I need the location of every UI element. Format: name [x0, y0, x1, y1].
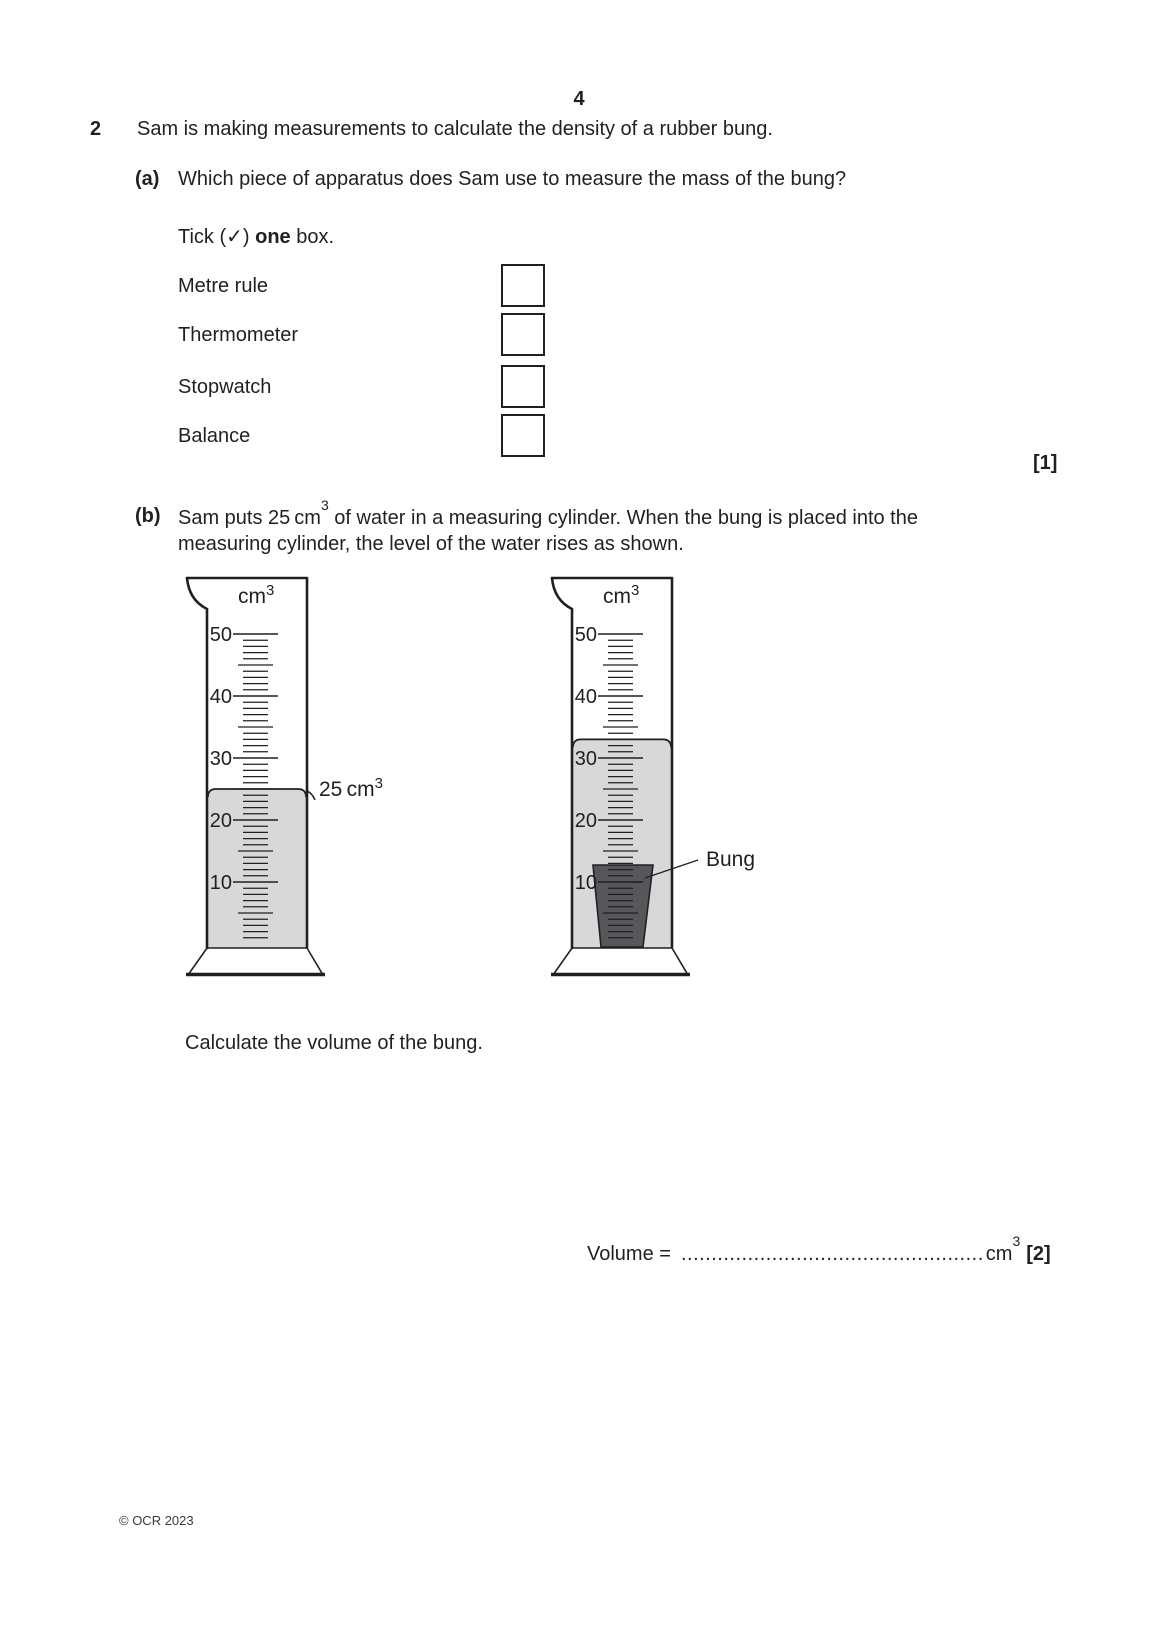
part-a-marks: [1] [1033, 452, 1058, 474]
cylinder-diagram-after-bung [540, 548, 770, 988]
option-label-metre-rule: Metre rule [178, 275, 269, 297]
answer-label: Volume = [587, 1243, 671, 1265]
cylinder-diagram-before-bung [175, 548, 405, 988]
scale-number: 50 [209, 624, 232, 646]
part-a-label: (a) [135, 168, 160, 190]
answer-dotted-line[interactable]: .................................................. [680, 1243, 984, 1265]
scale-number: 50 [574, 624, 597, 646]
part-b-marks: [2] [1026, 1243, 1051, 1265]
tick-instruction [178, 224, 334, 249]
scale-number: 10 [574, 872, 597, 894]
unit-label: $cm^3$ [603, 582, 640, 608]
checkbox-thermometer[interactable] [501, 313, 545, 356]
water-volume-label: 25 $cm^3$ [319, 775, 383, 801]
cylinder-base [553, 948, 688, 975]
question-intro: Sam is making measurements to calculate the density of a rubber bung. [137, 118, 773, 140]
page-number: 4 [573, 88, 585, 110]
checkbox-stopwatch[interactable] [501, 365, 545, 408]
question-number: 2 [90, 118, 102, 140]
scale-number: 20 [209, 810, 232, 832]
part-b-label: (b) [135, 505, 161, 527]
scale-number: 30 [209, 748, 232, 770]
part-b-text-end: of water in a measuring cylinder. When the bung is placed into the measuring cylinder, the level of the water rises as shown. [178, 507, 918, 555]
checkbox-metre-rule[interactable] [501, 264, 545, 307]
tick-instruction-bold: one [255, 226, 291, 248]
scale-number: 40 [574, 686, 597, 708]
answer-unit: cm [985, 1243, 1013, 1265]
answer-line [587, 1233, 1051, 1266]
bung-shape [593, 865, 653, 947]
tick-instruction-prefix: Tick (✓) [178, 226, 256, 248]
scale-number: 40 [209, 686, 232, 708]
measuring-cylinder-after [540, 548, 770, 988]
scale-number: 30 [574, 748, 597, 770]
tick-instruction-suffix: box. [290, 226, 335, 248]
option-label-thermometer: Thermometer [178, 324, 299, 346]
option-label-balance: Balance [178, 425, 251, 447]
option-label-stopwatch: Stopwatch [178, 376, 272, 398]
part-b-text-sup: 3 [320, 497, 329, 514]
cylinder-left-wall-spout [552, 578, 572, 948]
bung-label: Bung [706, 848, 756, 871]
measuring-cylinder-before [175, 548, 405, 988]
scale-number: 10 [209, 872, 232, 894]
cylinder-left-wall-spout [187, 578, 207, 948]
part-b-text-start: Sam puts 25 cm [178, 507, 321, 529]
copyright-footer: © OCR 2023 [119, 1513, 194, 1528]
answer-unit-sup: 3 [1012, 1233, 1021, 1250]
calculate-prompt: Calculate the volume of the bung. [185, 1032, 483, 1054]
cylinder-base [188, 948, 323, 975]
scale-number: 20 [574, 810, 597, 832]
unit-label: $cm^3$ [238, 582, 275, 608]
checkbox-balance[interactable] [501, 414, 545, 457]
part-a-prompt: Which piece of apparatus does Sam use to measure the mass of the bung? [178, 168, 847, 190]
